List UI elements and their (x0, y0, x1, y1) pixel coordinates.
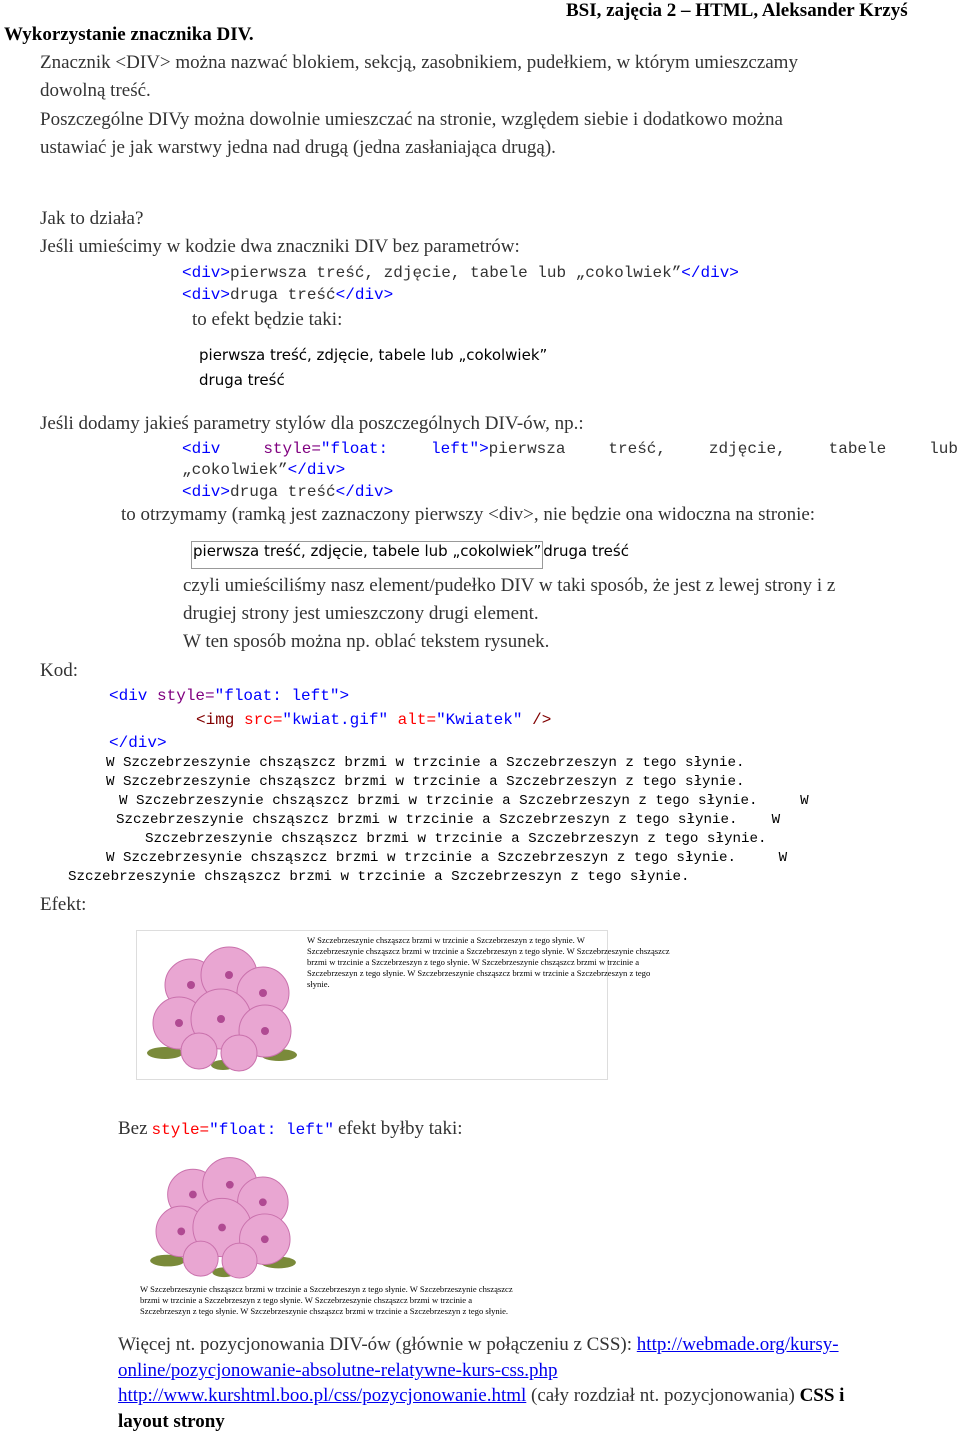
case2-result-text: to otrzymamy (ramką jest zaznaczony pierwszy <div>, nie będzie ona widoczna na stronie: (121, 504, 816, 525)
effect-float-text-line: W Szczebrzeszynie chsząszcz brzmi w trzcinie a Szczebrzeszyn z tego słynie. W (307, 935, 585, 945)
intro-paragraph-2-line-1: Poszczególne DIVy można dowolnie umieszczać na stronie, względem siebie i dodatkowo można (40, 109, 783, 130)
effect-float-text-line: słynie. (307, 979, 330, 989)
code-text: druga treść (230, 483, 336, 501)
more-info-line-1 (118, 1334, 839, 1356)
question-text: Jak to działa? (40, 208, 144, 229)
code-tag: </div> (335, 286, 394, 304)
code-label: Kod: (40, 660, 78, 681)
code-tag: </div> (287, 461, 346, 479)
kurshtml-link-note: (cały rozdział nt. pozycjonowania) (531, 1385, 795, 1406)
effect-float-text-line: Szczebrzeszyn z tego słynie. W Szczebrzeszynie chsząszcz brzmi w trzcinie a Szczebrzeszyn z tego (307, 968, 651, 978)
effect-float-text-line: brzmi w trzcinie a Szczebrzeszyn z tego słynie. W Szczebrzeszynie chsząszcz brzmi w trzcinie a (307, 957, 640, 967)
case2-preview-boxed-div: pierwsza treść, zdjęcie, tabele lub „cokolwiek” (191, 541, 543, 569)
code-text: tabele (828, 440, 887, 458)
css-layout-bold-continued: layout strony (118, 1411, 225, 1432)
case2-code-line-3 (182, 482, 393, 502)
code-text-line: Szczebrzeszynie chsząszcz brzmi w trzcinie a Szczebrzeszyn z tego słynie. W (116, 812, 781, 828)
code-tag: </div> (335, 483, 394, 501)
flower-image (140, 1144, 308, 1280)
code-text: treść, (608, 440, 666, 458)
case2-description: Jeśli dodamy jakieś parametry stylów dla poszczególnych DIV-ów, np.: (40, 413, 584, 434)
code-text: druga treść (230, 286, 336, 304)
code-block-line-3: </div> (109, 734, 167, 752)
code-value: "Kwiatek" (436, 711, 523, 729)
case2-preview-after-text: druga treść (543, 542, 629, 560)
nofloat-text-line: Szczebrzeszyn z tego słynie. W Szczebrzeszynie chsząszcz brzmi w trzcinie a Szczebrzeszyn z tego słynie. (140, 1306, 509, 1316)
effect-float-text-line: Szczebrzeszynie chsząszcz brzmi w trzcinie a Szczebrzeszyn z tego słynie. W Szczebrzeszynie chsząszcz (307, 946, 670, 956)
code-attribute-group (263, 439, 388, 459)
code-text-line: W Szczebrzeszynie chsząszcz brzmi w trzcinie a Szczebrzeszyn z tego słynie. (106, 774, 745, 790)
nofloat-caption (118, 1118, 463, 1140)
code-value-group (431, 439, 565, 459)
code-text: pierwsza (488, 440, 566, 458)
nofloat-prefix: Bez (118, 1118, 148, 1139)
case2-code-line-2 (182, 460, 345, 480)
code-value: left" (291, 687, 340, 705)
code-value: "float: (214, 687, 282, 705)
code-text-line: Szczebrzeszynie chsząszcz brzmi w trzcinie a Szczebrzeszyn z tego słynie. (145, 831, 767, 847)
code-tag: /> (532, 711, 552, 729)
code-value: left" (431, 440, 480, 458)
code-text: pierwsza treść, zdjęcie, tabele lub „cokolwiek” (230, 264, 682, 282)
code-tag: </div> (681, 264, 739, 282)
effect-label: Efekt: (40, 894, 87, 915)
document-header-title: BSI, zajęcia 2 – HTML, Aleksander Krzyś (566, 0, 908, 21)
more-info-text: Więcej nt. pozycjonowania DIV-ów (głównie w połączeniu z CSS): (118, 1334, 633, 1355)
code-text-line: Szczebrzeszynie chsząszcz brzmi w trzcinie a Szczebrzeszyn z tego słynie. (68, 869, 690, 885)
kurshtml-link[interactable]: http://www.kurshtml.boo.pl/css/pozycjonowanie.html (118, 1385, 527, 1406)
more-info-line-3 (118, 1385, 844, 1407)
case2-explanation-line-2: drugiej strony jest umieszczony drugi element. (183, 603, 539, 624)
code-tag: <div> (182, 483, 231, 501)
intro-paragraph-1-line-1: Znacznik <DIV> można nazwać blokiem, sekcją, zasobnikiem, pudełkiem, w którym umieszczamy (40, 52, 798, 73)
code-attribute: src= (244, 711, 283, 729)
webmade-link-continued[interactable]: online/pozycjonowanie-absolutne-relatywne-kurs-css.php (118, 1360, 558, 1381)
code-value: "kwiat.gif" (282, 711, 389, 729)
flower-image (139, 933, 307, 1073)
intro-paragraph-2-line-2: ustawiać je jak warstwy jedna nad drugą (jedna zasłaniająca drugą). (40, 137, 556, 158)
case1-code-line-2 (182, 285, 393, 305)
case1-preview-line-1: pierwsza treść, zdjęcie, tabele lub „cokolwiek” (199, 346, 548, 364)
code-text: zdjęcie, (708, 440, 786, 458)
css-layout-bold: CSS i (799, 1385, 845, 1406)
code-text: „cokolwiek” (182, 461, 288, 479)
code-tag: > (339, 687, 350, 705)
code-attribute: style= (263, 440, 321, 458)
case2-explanation-line-3: W ten sposób można np. oblać tekstem rysunek. (183, 631, 550, 652)
code-tag: <img (196, 711, 235, 729)
code-block-line-2 (196, 710, 551, 730)
code-tag: <div (182, 440, 221, 458)
case1-description: Jeśli umieścimy w kodzie dwa znaczniki DIV bez parametrów: (40, 236, 520, 257)
case2-preview (191, 541, 629, 569)
code-text: lub (929, 440, 958, 458)
section-heading: Wykorzystanie znacznika DIV. (4, 24, 254, 45)
code-tag: <div> (182, 286, 231, 304)
code-text-line: W Szczebrzesynie chsząszcz brzmi w trzcinie a Szczebrzeszyn z tego słynie. W (106, 850, 788, 866)
case2-code-line-1 (182, 439, 958, 459)
code-text-line: W Szczebrzeszynie chsząszcz brzmi w trzcinie a Szczebrzeszyn z tego słynie. (106, 755, 745, 771)
intro-paragraph-1-line-2: dowolną treść. (40, 80, 151, 101)
code-value: "float: (209, 1121, 277, 1139)
code-tag: <div> (182, 264, 231, 282)
nofloat-text-line: brzmi w trzcinie a Szczebrzeszyn z tego słynie. W Szczebrzeszynie chsząszcz brzmi w trzcinie a (140, 1295, 473, 1305)
nofloat-text-line: W Szczebrzeszynie chsząszcz brzmi w trzcinie a Szczebrzeszyn z tego słynie. W Szczebrzeszynie chsząszcz (140, 1284, 513, 1294)
code-attribute: alt= (397, 711, 437, 729)
case2-explanation-line-1: czyli umieściliśmy nasz element/pudełko DIV w taki sposób, że jest z lewej strony i z (183, 575, 836, 596)
code-value: "float: (320, 440, 389, 458)
case1-preview-line-2: druga treść (199, 371, 285, 389)
code-attribute: style= (151, 1121, 210, 1139)
effect-float-preview (136, 930, 670, 1080)
code-attribute: style= (157, 687, 215, 705)
case1-result-text: to efekt będzie taki: (192, 309, 343, 330)
case1-code-line-1 (182, 263, 739, 283)
more-info-line-2 (118, 1360, 558, 1382)
nofloat-suffix: efekt byłby taki: (338, 1118, 463, 1139)
code-tag: <div (109, 687, 148, 705)
webmade-link[interactable]: http://webmade.org/kursy- (636, 1334, 839, 1355)
code-text-line: W Szczebrzeszynie chsząszcz brzmi w trzcinie a Szczebrzeszyn z tego słynie. W (119, 793, 809, 809)
code-block-line-1 (109, 686, 349, 706)
code-value: left" (285, 1121, 334, 1139)
code-tag: > (479, 440, 489, 458)
